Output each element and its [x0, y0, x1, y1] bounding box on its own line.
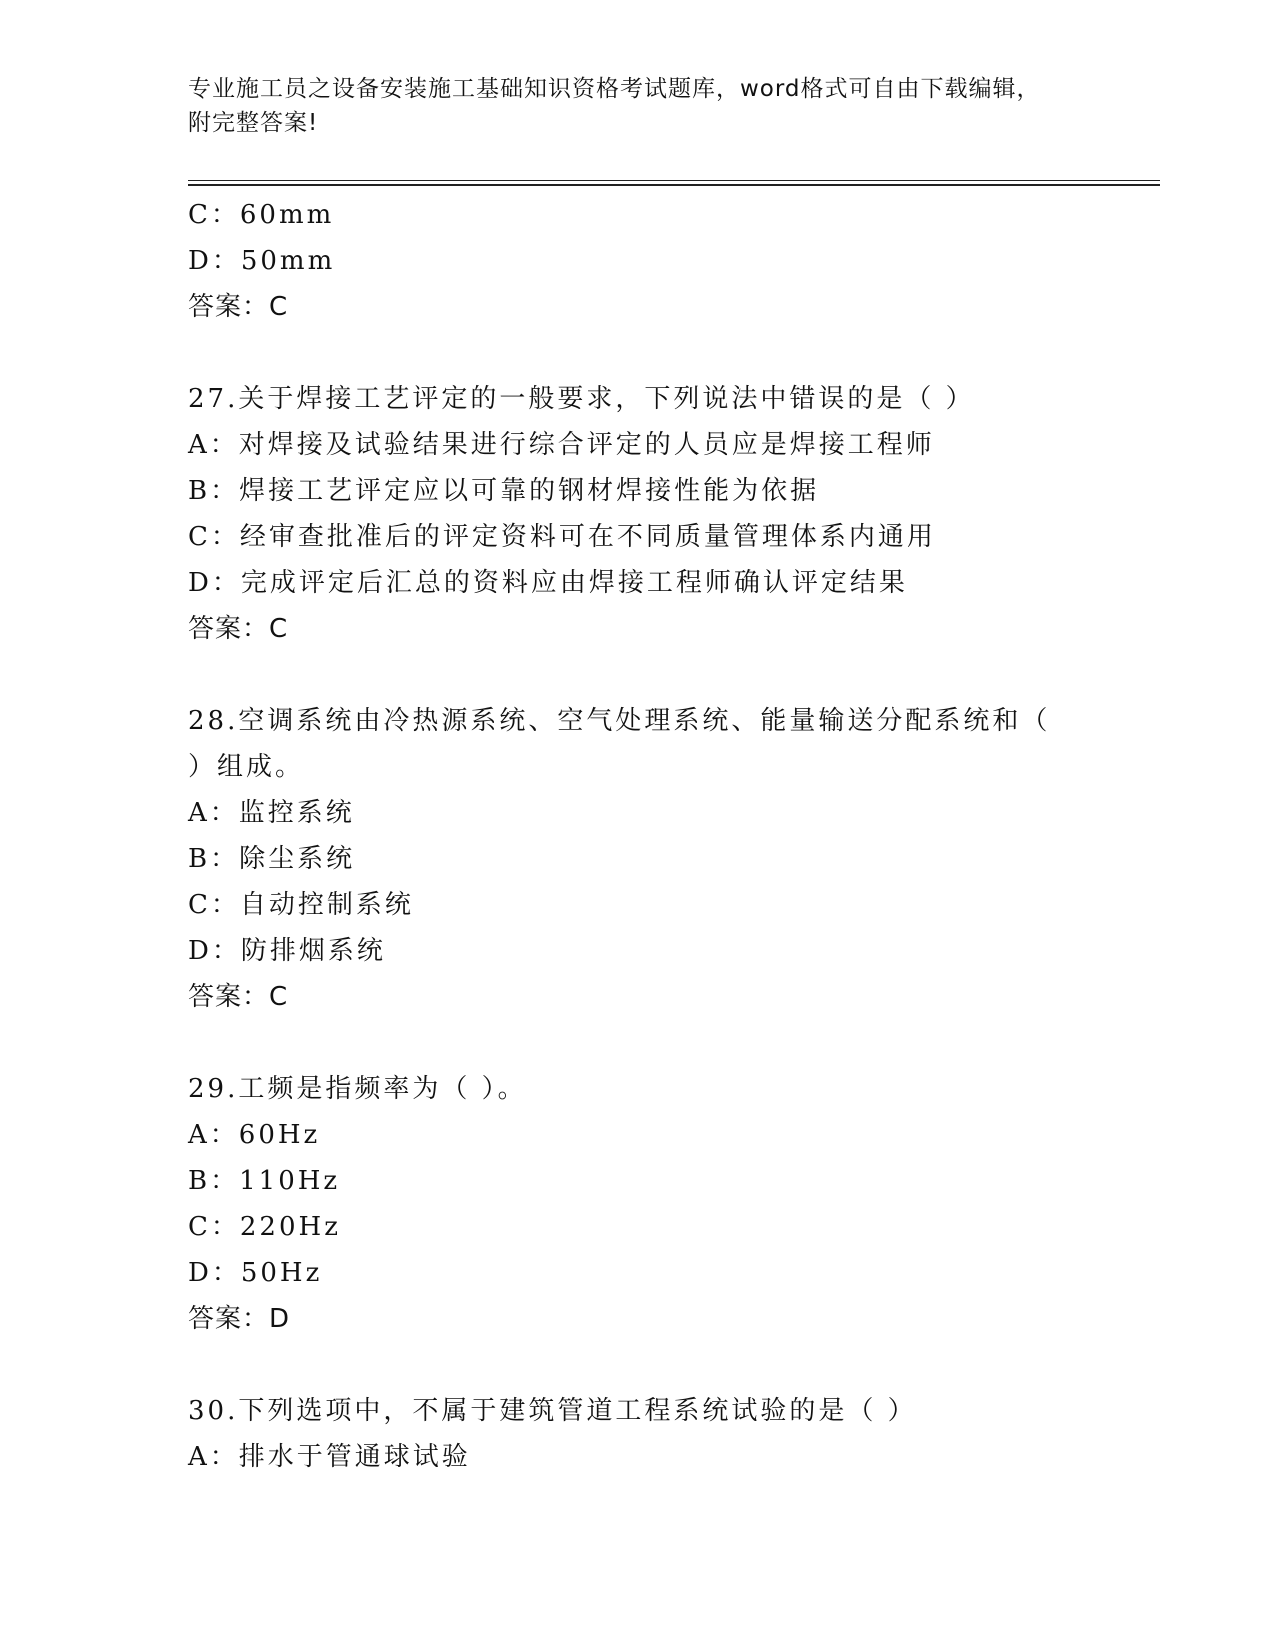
option-b: B：焊接工艺评定应以可靠的钢材焊接性能为依据 [188, 476, 820, 506]
option-c: C：经审查批准后的评定资料可在不同质量管理体系内通用 [188, 522, 936, 552]
question-30 [188, 1388, 1088, 1480]
question-text-line-2: ）组成。 [188, 752, 305, 782]
answer: 答案：D [188, 1304, 291, 1334]
option-c: C：60mm [188, 200, 335, 230]
answer: 答案：C [188, 614, 289, 644]
answer: 答案：C [188, 292, 289, 322]
option-d: D：50mm [188, 246, 336, 276]
question-26-tail [188, 192, 1088, 330]
option-a: A：60Hz [188, 1120, 321, 1150]
question-text: 27.关于焊接工艺评定的一般要求，下列说法中错误的是（ ） [188, 384, 975, 414]
option-b: B：除尘系统 [188, 844, 356, 874]
question-29 [188, 1066, 1088, 1342]
header-line-2: 附完整答案! [188, 110, 319, 136]
question-text: 30.下列选项中，不属于建筑管道工程系统试验的是（ ） [188, 1396, 917, 1426]
question-text-line-1: 28.空调系统由冷热源系统、空气处理系统、能量输送分配系统和（ [188, 706, 1051, 736]
document-header [188, 72, 1068, 140]
option-d: D：完成评定后汇总的资料应由焊接工程师确认评定结果 [188, 568, 908, 598]
header-line-1: 专业施工员之设备安装施工基础知识资格考试题库，word格式可自由下载编辑， [188, 76, 1041, 102]
option-d: D：防排烟系统 [188, 936, 386, 966]
option-d: D：50Hz [188, 1258, 323, 1288]
question-27 [188, 376, 1088, 652]
option-c: C：自动控制系统 [188, 890, 414, 920]
option-b: B：110Hz [188, 1166, 341, 1196]
answer: 答案：C [188, 982, 289, 1012]
header-divider-thin [188, 180, 1160, 181]
option-c: C：220Hz [188, 1212, 341, 1242]
header-divider-thick [188, 184, 1160, 186]
question-list [188, 192, 1088, 1526]
option-a: A：对焊接及试验结果进行综合评定的人员应是焊接工程师 [188, 430, 935, 460]
question-28 [188, 698, 1088, 1020]
question-text: 29.工频是指频率为（ ）。 [188, 1074, 527, 1104]
option-a: A：监控系统 [188, 798, 355, 828]
option-a: A：排水于管通球试验 [188, 1442, 471, 1472]
